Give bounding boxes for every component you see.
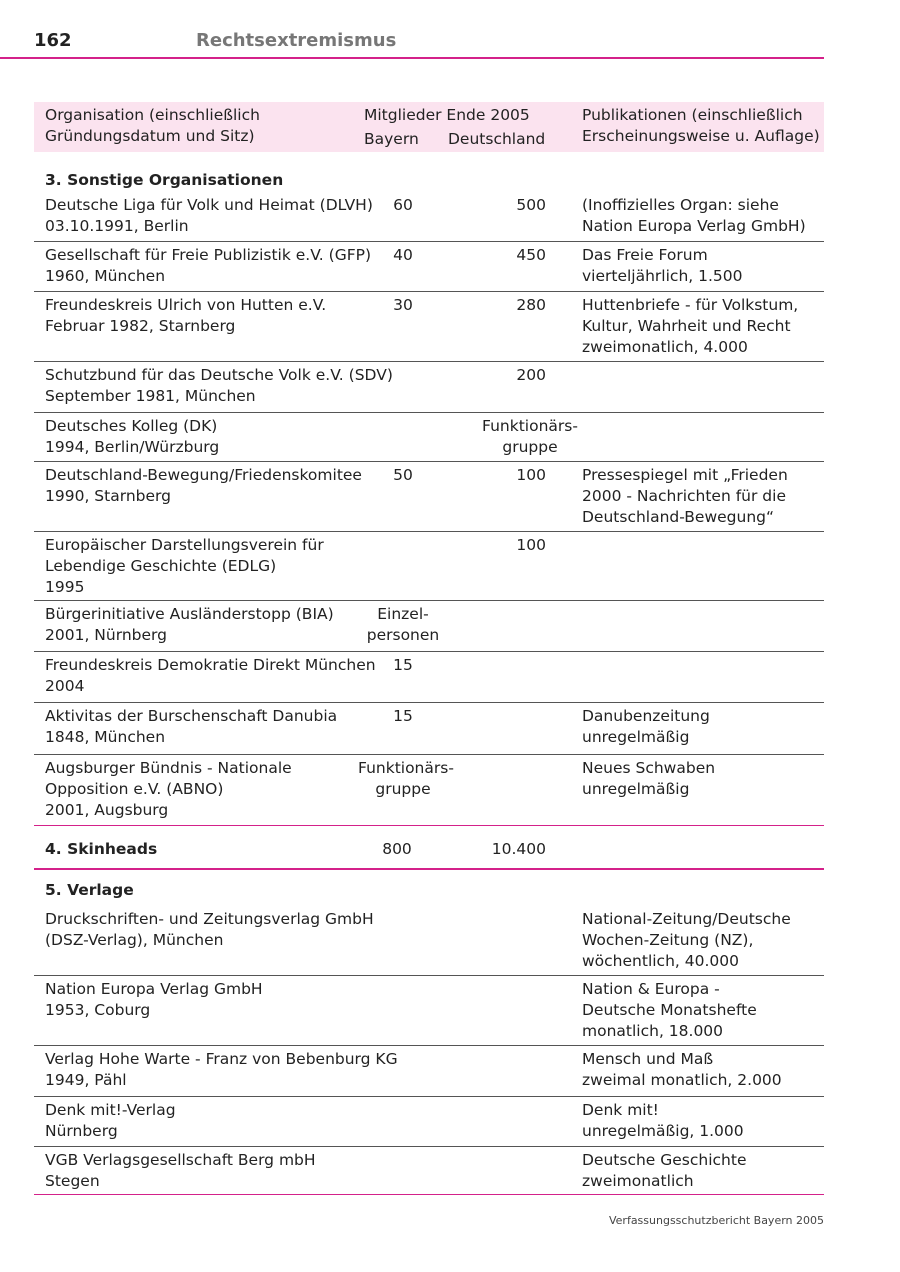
publikation-cell: Deutsche Geschichte zweimonatlich: [582, 1151, 747, 1190]
table-row: [34, 362, 824, 413]
bayern-cell: Einzel- personen: [366, 605, 440, 644]
deutschland-cell: 500: [516, 196, 546, 214]
organisation-cell: Deutsche Liga für Volk und Heimat (DLVH) 03.10.1991, Berlin: [45, 196, 373, 235]
table-row: [34, 292, 824, 362]
verlag-cell: VGB Verlagsgesellschaft Berg mbH Stegen: [45, 1151, 316, 1190]
header-bayern: Bayern: [364, 130, 419, 148]
section-3-rows: [34, 192, 824, 826]
table-row: [34, 462, 824, 532]
table-row: [34, 1097, 824, 1147]
page-footer: Verfassungsschutzbericht Bayern 2005: [608, 1214, 824, 1227]
bayern-cell: 60: [393, 196, 413, 214]
organisation-cell: Aktivitas der Burschenschaft Danubia 1848, München: [45, 707, 338, 746]
page-header: [0, 0, 824, 59]
section-5-rows: [34, 906, 824, 1195]
header-deutschland: Deutschland: [448, 130, 546, 148]
bayern-cell: 15: [393, 656, 413, 674]
table-row: [34, 976, 824, 1046]
organisation-cell: Freundeskreis Ulrich von Hutten e.V. Februar 1982, Starnberg: [45, 296, 327, 335]
header-members: Mitglieder Ende 2005: [364, 106, 530, 124]
skinheads-title: 4. Skinheads: [45, 840, 158, 858]
publikation-cell: Huttenbriefe - für Volkstum, Kultur, Wahrheit und Recht zweimonatlich, 4.000: [582, 296, 799, 356]
organisation-cell: Schutzbund für das Deutsche Volk e.V. (SDV) September 1981, München: [45, 366, 393, 405]
skinheads-bayern: 800: [382, 840, 412, 858]
table-row: [34, 192, 824, 242]
skinheads-deutschland: 10.400: [491, 840, 546, 858]
publikation-cell: (Inoffizielles Organ: siehe Nation Europa Verlag GmbH): [582, 196, 806, 235]
page-number: 162: [34, 30, 72, 51]
bayern-cell: 15: [393, 707, 413, 725]
bayern-cell: 30: [393, 296, 413, 314]
organisation-cell: Gesellschaft für Freie Publizistik e.V. (GFP) 1960, München: [45, 246, 372, 285]
organisations-table: [34, 102, 824, 1195]
section-3-heading: [34, 152, 824, 192]
deutschland-cell: 100: [516, 536, 546, 554]
deutschland-cell: 450: [516, 246, 546, 264]
table-row: [34, 1046, 824, 1097]
publikation-cell: National-Zeitung/Deutsche Wochen-Zeitung (NZ), wöchentlich, 40.000: [582, 910, 791, 970]
publikation-cell: Danubenzeitung unregelmäßig: [582, 707, 710, 746]
organisation-cell: Bürgerinitiative Ausländerstopp (BIA) 2001, Nürnberg: [45, 605, 334, 644]
deutschland-cell: 100: [516, 466, 546, 484]
table-row: [34, 755, 824, 826]
header-publikationen: Publikationen (einschließlich Erscheinungsweise u. Auflage): [582, 106, 820, 145]
organisation-cell: Europäischer Darstellungsverein für Lebendige Geschichte (EDLG) 1995: [45, 536, 324, 596]
table-row: [34, 703, 824, 755]
table-row: [34, 532, 824, 601]
verlag-cell: Druckschriften- und Zeitungsverlag GmbH (DSZ-Verlag), München: [45, 910, 374, 949]
table-row: [34, 242, 824, 292]
bayern-cell: Funktionärs- gruppe: [358, 759, 454, 798]
organisation-cell: Freundeskreis Demokratie Direkt München 2004: [45, 656, 376, 695]
bayern-cell: 50: [393, 466, 413, 484]
section-5-title: 5. Verlage: [45, 881, 134, 899]
publikation-cell: Das Freie Forum vierteljährlich, 1.500: [582, 246, 743, 285]
table-row: [34, 413, 824, 462]
section-5-heading: [34, 870, 824, 906]
header-organisation: Organisation (einschließlich Gründungsdatum und Sitz): [45, 106, 260, 145]
skinheads-row: [34, 826, 824, 870]
publikation-cell: Denk mit! unregelmäßig, 1.000: [582, 1101, 744, 1140]
publikation-cell: Neues Schwaben unregelmäßig: [582, 759, 716, 798]
verlag-cell: Verlag Hohe Warte - Franz von Bebenburg KG 1949, Pähl: [45, 1050, 398, 1089]
organisation-cell: Augsburger Bündnis - Nationale Opposition e.V. (ABNO) 2001, Augsburg: [45, 759, 292, 819]
table-row: [34, 652, 824, 703]
bayern-cell: 40: [393, 246, 413, 264]
table-row: [34, 906, 824, 976]
deutschland-cell: 200: [516, 366, 546, 384]
publikation-cell: Pressespiegel mit „Frieden 2000 - Nachrichten für die Deutschland-Bewegung“: [582, 466, 788, 526]
publikation-cell: Nation & Europa - Deutsche Monatshefte monatlich, 18.000: [582, 980, 757, 1040]
section-3-title: 3. Sonstige Organisationen: [45, 171, 284, 189]
table-header: [34, 102, 824, 152]
section-title: Rechtsextremismus: [196, 30, 397, 51]
deutschland-cell: 280: [516, 296, 546, 314]
table-row: [34, 1147, 824, 1195]
publikation-cell: Mensch und Maß zweimal monatlich, 2.000: [582, 1050, 782, 1089]
organisation-cell: Deutsches Kolleg (DK) 1994, Berlin/Würzburg: [45, 417, 220, 456]
table-row: [34, 601, 824, 652]
verlag-cell: Nation Europa Verlag GmbH 1953, Coburg: [45, 980, 263, 1019]
verlag-cell: Denk mit!-Verlag Nürnberg: [45, 1101, 176, 1140]
organisation-cell: Deutschland-Bewegung/Friedenskomitee 1990, Starnberg: [45, 466, 362, 505]
deutschland-cell: Funktionärs- gruppe: [482, 417, 578, 456]
